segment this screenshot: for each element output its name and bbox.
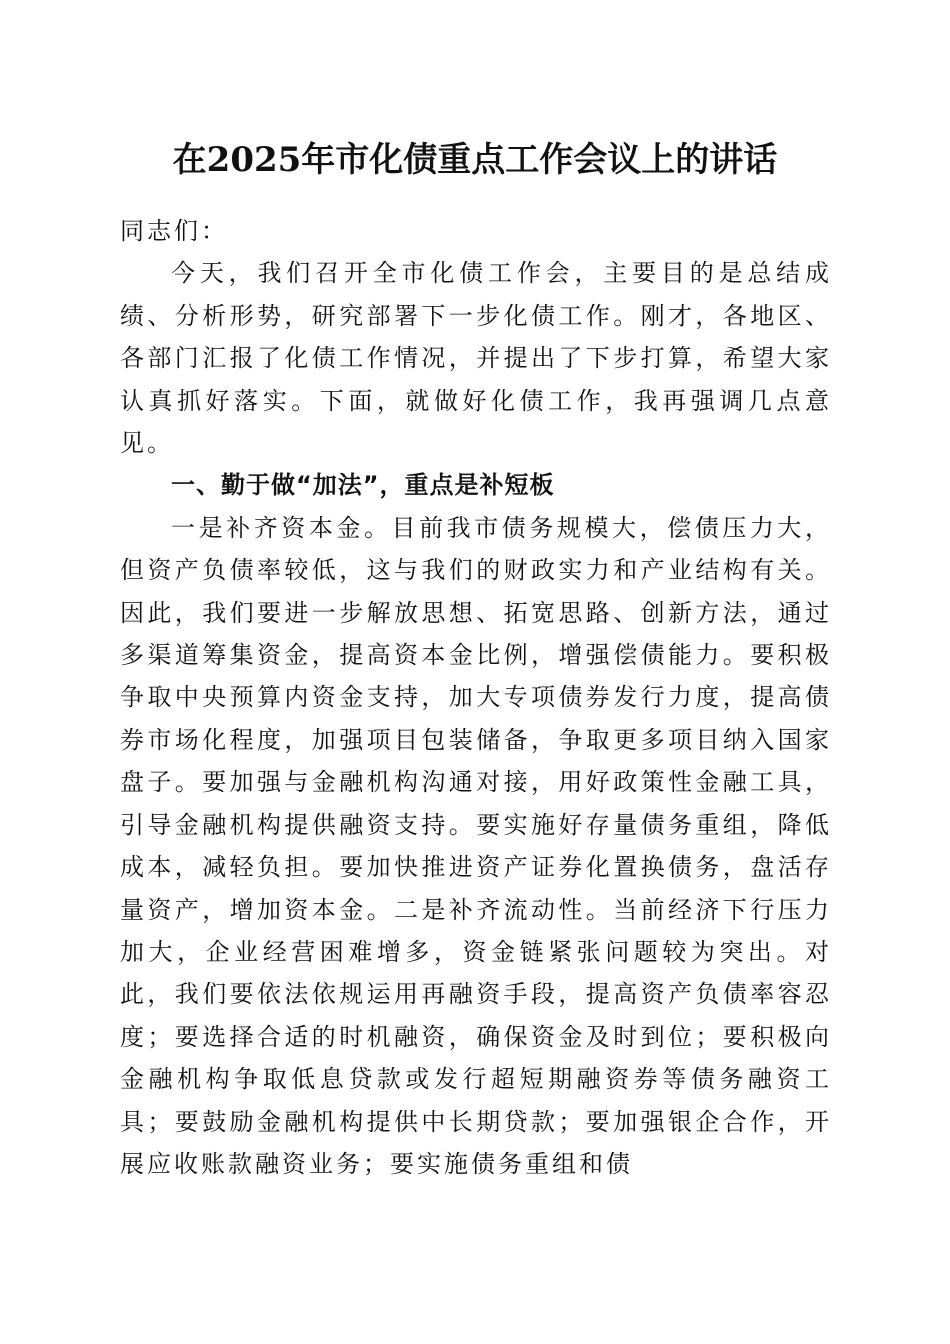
- salutation: 同志们：: [120, 217, 228, 245]
- document-body: [120, 210, 832, 1185]
- intro-paragraph: 今天，我们召开全市化债工作会，主要目的是总结成绩、分析形势，研究部署下一步化债工作。刚才，各地区、各部门汇报了化债工作情况，并提出了下步打算，希望大家认真抓好落实。下面，就做好化债工作，我再强调几点意见。: [120, 259, 832, 458]
- section-heading: 一、勤于做“加法”，重点是补短板: [171, 471, 555, 500]
- section-paragraph: 一是补齐资本金。目前我市债务规模大，偿债压力大，但资产负债率较低，这与我们的财政实力和产业结构有关。因此，我们要进一步解放思想、拓宽思路、创新方法，通过多渠道筹集资金，提高资本金比例，增强偿债能力。要积极争取中央预算内资金支持，加大专项债券发行力度，提高债券市场化程度，加强项目包装储备，争取更多项目纳入国家盘子。要加强与金融机构沟通对接，用好政策性金融工具，引导金融机构提供融资支持。要实施好存量债务重组，降低成本，减轻负担。要加快推进资产证券化置换债务，盘活存量资产，增加资本金。二是补齐流动性。当前经济下行压力加大，企业经营困难增多，资金链紧张问题较为突出。对此，我们要依法依规运用再融资手段，提高资产负债率容忍度；要选择合适的时机融资，确保资金及时到位；要积极向金融机构争取低息贷款或发行超短期融资券等债务融资工具；要鼓励金融机构提供中长期贷款；要加强银企合作，开展应收账款融资业务；要实施债务重组和债: [120, 513, 832, 1178]
- document-title: 在2025年市化债重点工作会议上的讲话: [172, 140, 778, 180]
